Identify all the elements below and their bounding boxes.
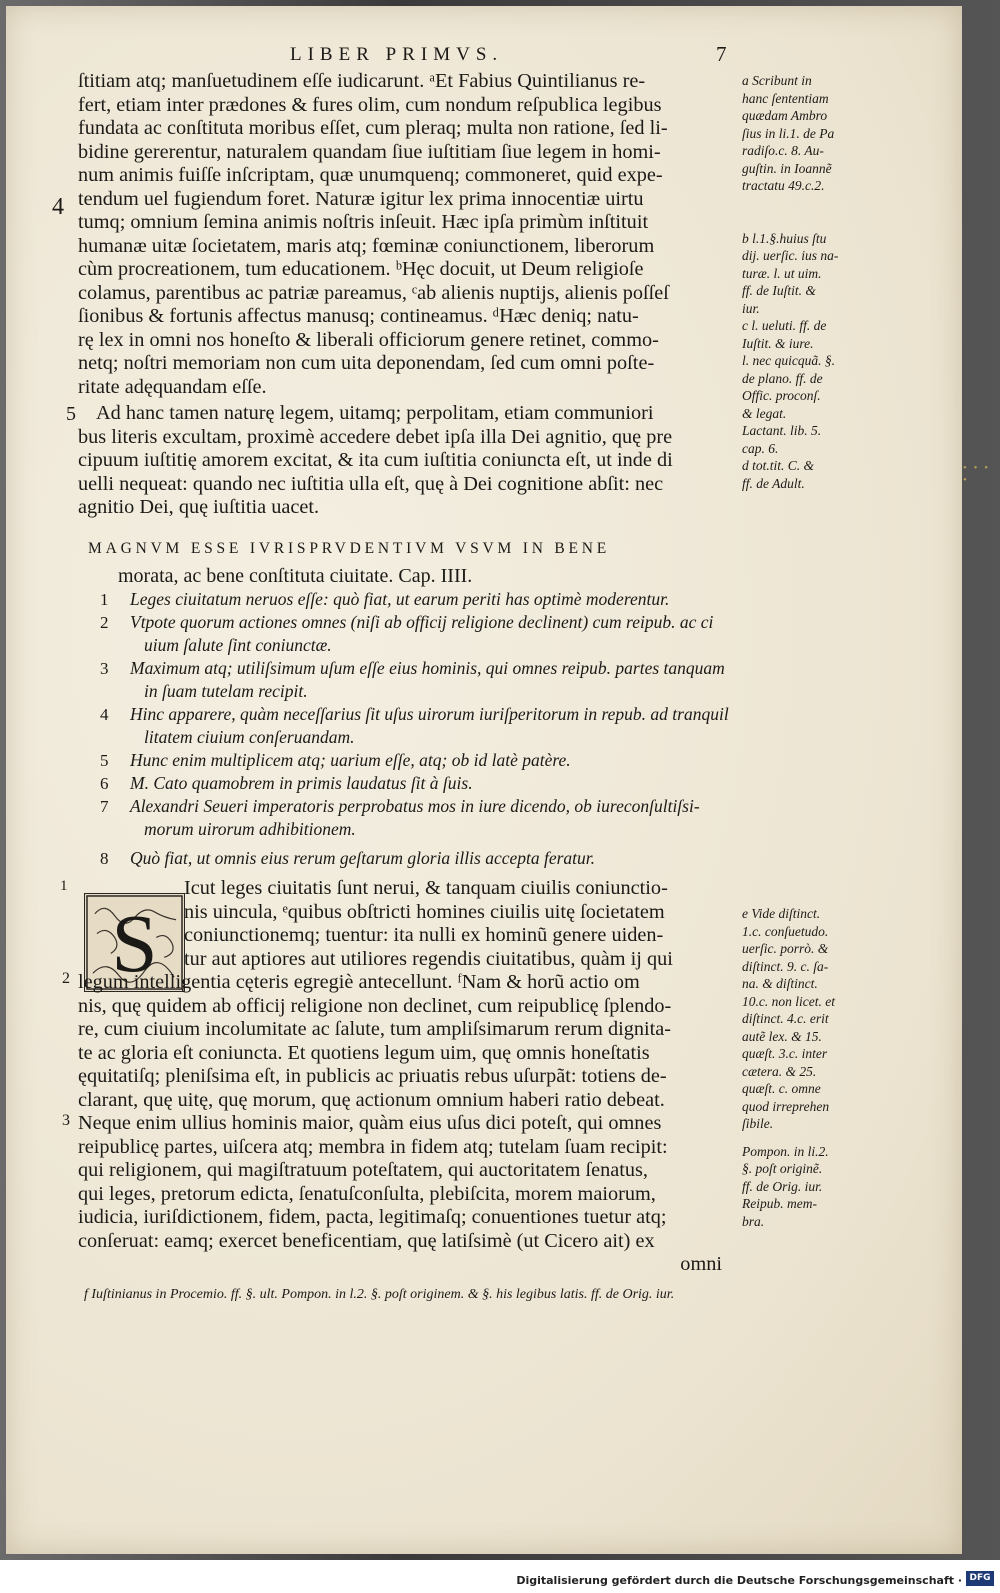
- side-note-line: cætera. & 25.: [742, 1063, 817, 1079]
- body-section-1: [78, 70, 728, 399]
- list-item: [100, 703, 740, 749]
- list-item: [100, 772, 740, 795]
- text-line: ęquitatiſq; pleniſsima eſt, in publicis ac priuatis rebus uſurpãt: totiens de-: [78, 1065, 667, 1087]
- text-line: tendum uel fugiendum foret. Naturæ igitur lex prima innocentiæ uirtu: [78, 187, 644, 210]
- text-line: agnitio Dei, quę iuſtitia uacet.: [78, 496, 320, 518]
- initial-glyph: S: [111, 897, 158, 990]
- side-note-line: 10.c. non licet. et: [742, 993, 835, 1009]
- text-line: rę lex in omni nos honeſto & liberali officiorum genere retinet, commo-: [78, 328, 659, 351]
- text-line: clarant, quę uitę, quę morum, quę actionum omnium haberi ratio debeat.: [78, 1088, 665, 1111]
- item-text: Vtpote quorum actiones omnes (niſi ab officij religione declinent) cum reipub. ac ci: [130, 612, 714, 632]
- item-text: morum uirorum adhibitionem.: [144, 819, 356, 839]
- list-item: [100, 657, 740, 703]
- text-line: fert, etiam inter prædones & fures olim, cum nondum reſpublica legibus: [78, 93, 662, 116]
- side-note-line: quæſt. 3.c. inter: [742, 1046, 828, 1061]
- text-line: re, cum ciuium incolumitate ac ſalute, tum ampliſsimarum rerum dignita-: [78, 1018, 672, 1040]
- side-note-line: na. & diſtinct.: [742, 976, 818, 991]
- dfg-logo: DFG: [966, 1571, 994, 1586]
- text-line: ſtitiam atq; manſuetudinem eſſe iudicarunt. ᵃEt Fabius Quintilianus re-: [78, 70, 646, 92]
- item-text: Hinc apparere, quàm neceſſarius ſit uſus uirorum iuriſperitorum in repub. ad tranquil: [130, 704, 729, 724]
- side-note-line: Reipub. mem-: [742, 1196, 817, 1211]
- side-note-line: Lactant. lib. 5.: [742, 423, 822, 438]
- item-number: 6: [100, 774, 109, 793]
- item-text: M. Cato quamobrem in primis laudatus ſit à ſuis.: [130, 773, 473, 793]
- item-text: litatem ciuium conſeruandam.: [144, 727, 355, 747]
- text-line: te ac gloria eſt coniuncta. Et quotiens legum uim, quę omnis honeſtatis: [78, 1041, 650, 1064]
- text-line: Neque enim ullius hominis maior, quàm eius uſus dici poteſt, qui omnes: [78, 1112, 662, 1134]
- text-line: colamus, parentibus ac patriæ pareamus, ᶜab alienis nuptijs, alienis poſſeſ: [78, 281, 669, 304]
- side-note-line: de plano. ff. de: [742, 370, 823, 386]
- side-note-line: hanc ſententiam: [742, 90, 829, 106]
- side-note-line: a Scribunt in: [742, 73, 812, 88]
- item-number: 3: [100, 659, 109, 678]
- side-note-line: autẽ lex. & 15.: [742, 1028, 822, 1044]
- text-line: tur aut aptiores aut utiliores regendis ciuitatibus, quàm ij qui: [184, 947, 673, 970]
- side-note-line: ff. de Orig. iur.: [742, 1178, 823, 1194]
- item-text: Quò fiat, ut omnis eius rerum geſtarum gloria illis accepta feratur.: [130, 848, 596, 868]
- side-note-line: dij. uerſic. ius na-: [742, 248, 839, 263]
- body-section-3: [78, 877, 728, 1277]
- text-line: conſeruat: eamq; exercet beneficentiam, quę latiſsimè (ut Cicero ait) ex: [78, 1229, 655, 1252]
- text-line: nis uincula, ᵉquibus obſtricti homines ciuilis uitę ſocietatem: [184, 900, 665, 923]
- margin-number: 3: [62, 1112, 70, 1129]
- side-note-line: diſtinct. 9. c. ſa-: [742, 958, 829, 974]
- text-line: Icut leges ciuitatis ſunt nerui, & tanquam ciuilis coniunctio-: [184, 877, 668, 899]
- text-line: humanæ uitæ ſocietatem, maris atq; fœminæ coniunctionem, liberorum: [78, 234, 655, 257]
- side-note-line: Pompon. in li.2.: [742, 1143, 829, 1159]
- item-number: 1: [100, 590, 109, 609]
- text-line: tumq; omnium ſemina animis noſtris inſeuit. Hæc ipſa primùm inſtituit: [78, 211, 649, 233]
- side-note-line: & legat.: [742, 405, 787, 421]
- text-line: cipuum iuſtitię amorem excitat, & ita cum iuſtitia coniuncta eſt, ut inde di: [78, 449, 673, 471]
- text-line: coniunctionemq; tuentur: ita nulli ex hominũ genere uiden-: [184, 924, 664, 946]
- side-note-line: quædam Ambro: [742, 108, 828, 123]
- text-line: ritate adęquandam eſſe.: [78, 375, 267, 398]
- side-notes-lower: [742, 905, 852, 1230]
- text-line: iudicia, iuriſdictionem, fidem, pacta, legitimaſq; conuentiones tuetur atq;: [78, 1206, 667, 1228]
- text-line: Ad hanc tamen naturę legem, uitamq; perpolitam, etiam communiori: [96, 402, 654, 424]
- side-note-line: l. nec quicquã. §.: [742, 353, 835, 368]
- text-line: nis, quę quidem ab officij religione non declinet, cum reipublicę ſplendo-: [78, 994, 672, 1017]
- list-item: [100, 847, 740, 870]
- margin-number: 5: [66, 403, 76, 425]
- item-number: 7: [100, 797, 109, 816]
- text-line: legum intelligentia cęteris egregiè antecellunt. ᶠNam & horũ actio om: [78, 971, 640, 993]
- margin-number: 4: [52, 194, 64, 220]
- list-item: [100, 749, 740, 772]
- item-text: uium ſalute ſint coniunctæ.: [144, 635, 332, 655]
- side-note-line: quod irreprehen: [742, 1098, 830, 1114]
- funding-credit: Digitalisierung gefördert durch die Deutsche Forschungsgemeinschaft ·: [516, 1574, 962, 1587]
- side-note-line: tractatu 49.c.2.: [742, 178, 825, 193]
- text-line: fundata ac conſtituta moribus eſſet, cum pleraq; multa non ratione, ſed li-: [78, 117, 668, 139]
- side-note-line: ſius in li.1. de Pa: [742, 125, 835, 141]
- side-note-line: ff. de Adult.: [742, 475, 805, 491]
- list-item: [100, 588, 740, 611]
- side-note-line: ſibile.: [742, 1116, 774, 1131]
- list-item: [100, 611, 740, 657]
- side-note-line: cap. 6.: [742, 440, 779, 456]
- body-section-2: [78, 402, 728, 520]
- side-note-line: [742, 212, 852, 230]
- side-note-line: Offic. proconſ.: [742, 388, 821, 403]
- text-line: qui religionem, qui magiſtratuum poteſtatem, qui auctoritatem ſenatus,: [78, 1159, 648, 1181]
- item-number: 5: [100, 751, 109, 770]
- side-notes-upper: [742, 72, 852, 492]
- side-note-line: c l. ueluti. ff. de: [742, 318, 827, 333]
- side-note-line: b l.1.§.huius ſtu: [742, 230, 827, 246]
- item-number: 4: [100, 705, 109, 724]
- chapter-summary-list: [100, 588, 740, 870]
- side-note-line: guſtin. in Ioannẽ: [742, 160, 832, 176]
- side-note-line: 1.c. conſuetudo.: [742, 923, 829, 939]
- side-note-line: quæſt. c. omne: [742, 1081, 821, 1096]
- text-line: cùm procreationem, tum educationem. ᵇHęc docuit, ut Deum religioſe: [78, 258, 644, 280]
- side-note-line: §. poſt originẽ.: [742, 1161, 823, 1176]
- item-text: in ſuam tutelam recipit.: [144, 681, 308, 701]
- side-note-line: [742, 195, 852, 213]
- chapter-heading: MAGNVM ESSE IVRISPRVDENTIVM VSVM IN BENE: [88, 540, 611, 557]
- item-text: Hunc enim multiplicem atq; uarium eſſe, atq; ob id latè patère.: [130, 750, 571, 770]
- list-item: [100, 795, 740, 841]
- margin-number: 2: [62, 970, 70, 987]
- page-number: 7: [716, 42, 727, 66]
- text-line: reipublicę partes, uiſcera atq; membra in fidem atq; tutelam ſuam recipit:: [78, 1135, 668, 1158]
- side-note-line: bra.: [742, 1213, 765, 1229]
- catchword: omni: [680, 1253, 722, 1275]
- chapter-subheading: morata, ac bene conſtituta ciuitate. Cap. IIII.: [118, 565, 473, 587]
- margin-number: 1: [60, 878, 68, 894]
- text-line: qui leges, pretorum edicta, ſenatuſconſulta, plebiſcita, morem maiorum,: [78, 1182, 656, 1205]
- item-number: 2: [100, 613, 109, 632]
- side-note-line: d tot.tit. C. &: [742, 458, 815, 473]
- side-note-line: Iuſtit. & iure.: [742, 335, 814, 351]
- side-note-line: ff. de Iuſtit. &: [742, 283, 816, 298]
- side-note-line: diſtinct. 4.c. erit: [742, 1011, 829, 1026]
- text-line: num animis fuiſſe inſcriptam, quæ unumquenq; commoneret, quid expe-: [78, 164, 663, 186]
- side-note-line: radiſo.c. 8. Au-: [742, 143, 824, 158]
- scan-artifact: • • • •: [963, 462, 991, 486]
- text-line: bus literis excultam, proximè accedere debet ipſa illa Dei agnitio, quę pre: [78, 425, 673, 448]
- side-note-line: iur.: [742, 300, 760, 316]
- item-text: Leges ciuitatum neruos eſſe: quò fiat, ut earum periti has optimè moderentur.: [130, 589, 670, 609]
- footnote: f Iuſtinianus in Procemio. ff. §. ult. Pompon. in l.2. §. poſt originem. & §. his legibus latis. ff. de Orig. iur.: [84, 1287, 675, 1302]
- side-note-line: e Vide diſtinct.: [742, 906, 821, 921]
- text-line: uelli nequeat: quando nec iuſtitia ulla eſt, quę à Dei cognitione abſit: nec: [78, 472, 664, 495]
- side-note-line: turæ. l. ut uim.: [742, 265, 822, 281]
- item-text: Maximum atq; utiliſsimum uſum eſſe eius hominis, qui omnes reipub. partes tanquam: [130, 658, 725, 678]
- text-line: bidine gererentur, naturalem quandam ſiue iuſtitiam ſiue legem in homi-: [78, 140, 661, 163]
- running-head: LIBER PRIMVS.: [290, 44, 504, 65]
- text-line: ſionibus & fortunis affectus manusq; contineamus. ᵈHæc deniq; natu-: [78, 305, 639, 327]
- item-number: 8: [100, 849, 109, 868]
- side-note-line: uerſic. porrò. &: [742, 941, 829, 956]
- text-line: netq; noſtri memoriam non cum uita deponendam, ſed cum omni poſte-: [78, 352, 655, 374]
- item-text: Alexandri Seueri imperatoris perprobatus mos in iure dicendo, ob iureconſultiſsi-: [130, 796, 700, 816]
